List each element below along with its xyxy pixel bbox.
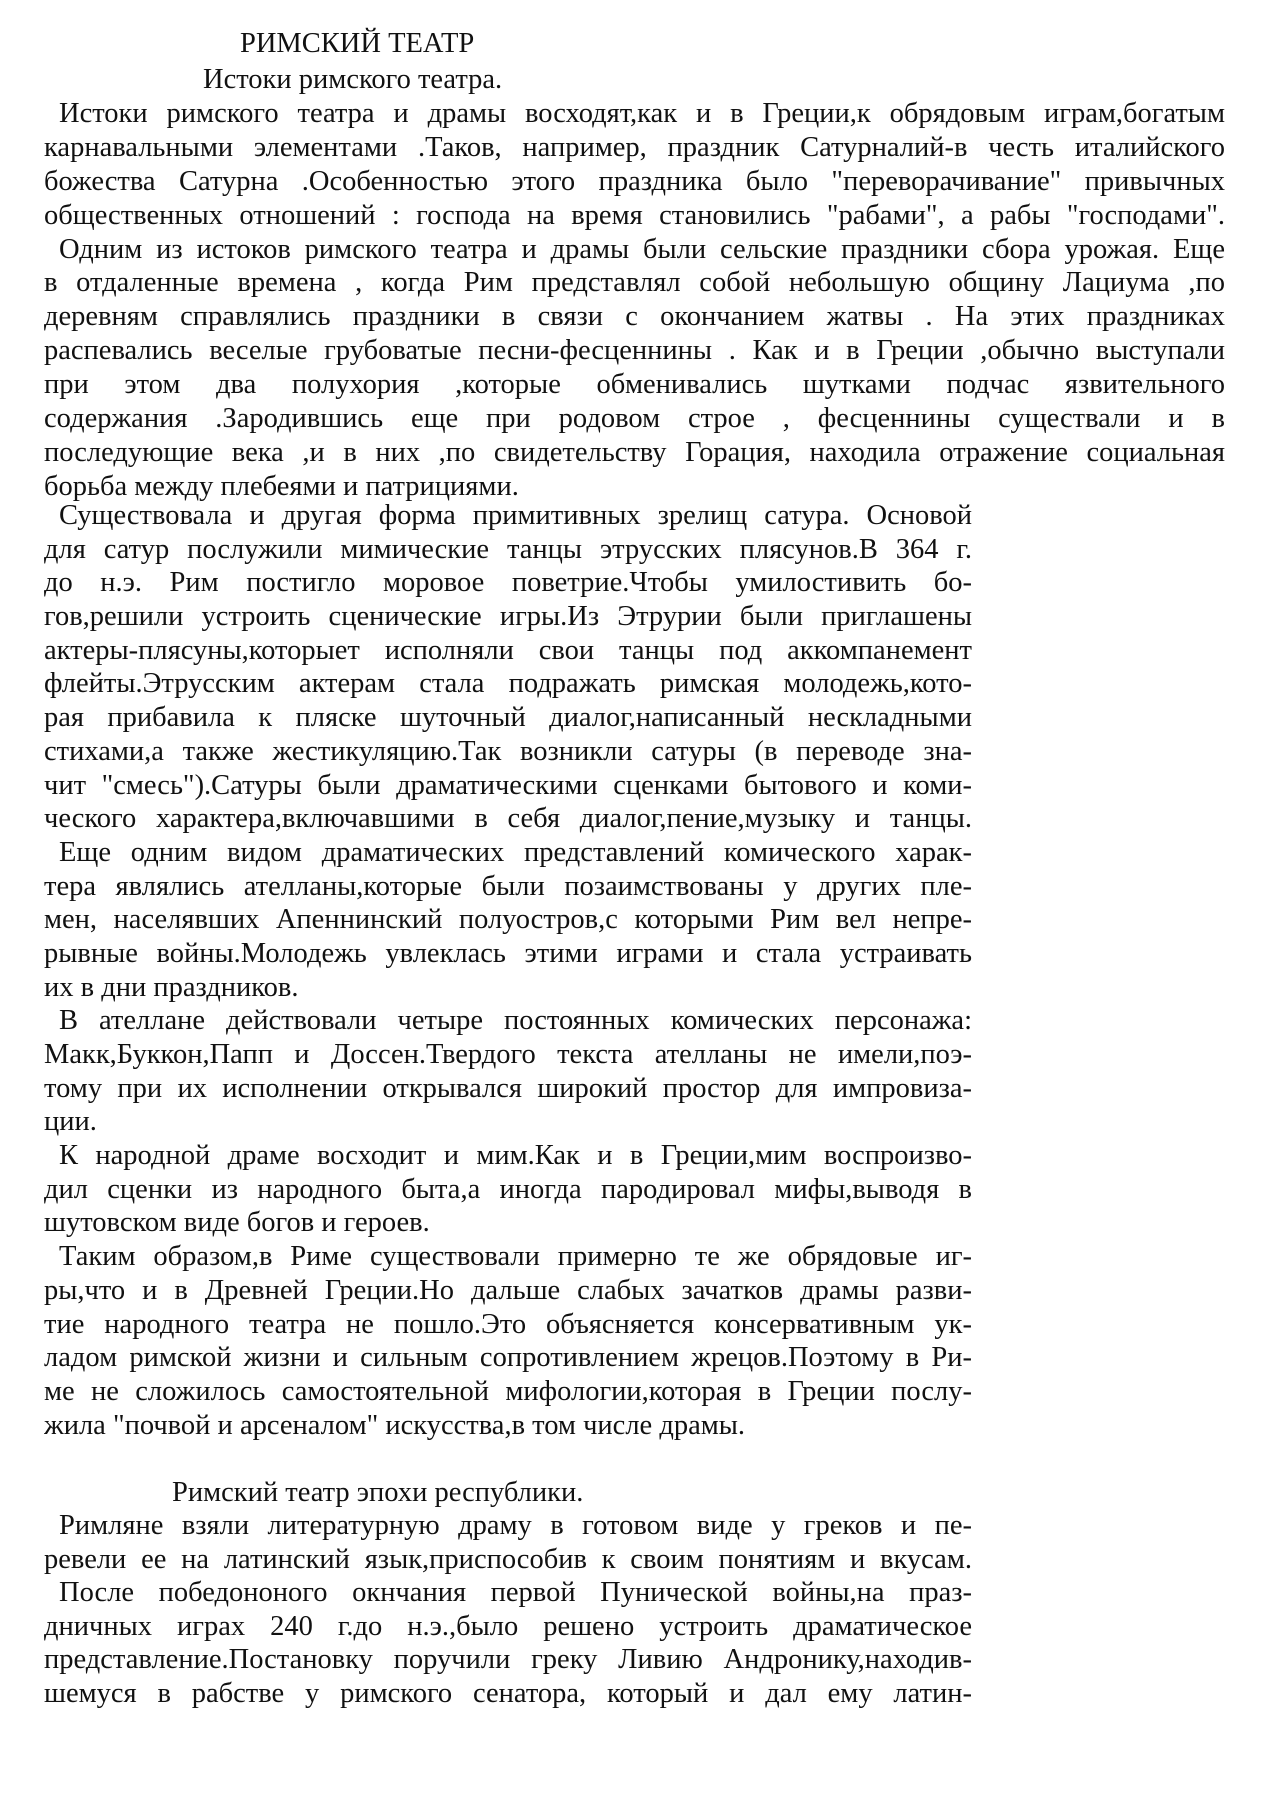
text-line: ме не сложилось самостоятельной мифологии,которая в Греции послу- <box>44 1375 972 1407</box>
text-line: карнавальными элементами .Таков, например, праздник Сатурналий-в честь италийского <box>44 131 1225 163</box>
text-line: Истоки римского театра и драмы восходят,как и в Греции,к обрядовым играм,богатым <box>59 98 1225 129</box>
text-line: ческого характера,включавшими в себя диалог,пение,музыку и танцы. <box>44 803 972 835</box>
text-line: общественных отношений : господа на время становились "рабами", а рабы "господами". <box>44 199 1225 231</box>
text-line: Существовала и другая форма примитивных зрелищ сатура. Основой <box>59 500 972 531</box>
text-line: ревели ее на латинский язык,приспособив к своим понятиям и вкусам. <box>44 1543 972 1575</box>
text-line: рая прибавила к пляске шуточный диалог,написанный нескладными <box>44 702 972 734</box>
text-line: шемуся в рабстве у римского сенатора, который и дал ему латин- <box>44 1677 972 1709</box>
text-block-narrow <box>44 499 972 1442</box>
text-line: рывные войны.Молодежь увлеклась этими играми и стала устраивать <box>44 937 972 969</box>
text-line: флейты.Этрусским актерам стала подражать римская молодежь,кото- <box>44 668 972 700</box>
text-line: до н.э. Рим постигло моровое поветрие.Чтобы умилостивить бо- <box>44 567 972 599</box>
text-line: дничных играх 240 г.до н.э.,было решено устроить драматическое <box>44 1610 972 1642</box>
text-line: Одним из истоков римского театра и драмы были сельские праздники сбора урожая. Еще <box>59 233 1225 265</box>
document-title: РИМСКИЙ ТЕАТР <box>240 28 475 59</box>
text-line: Таким образом,в Риме существовали примерно те же обрядовые иг- <box>59 1241 972 1273</box>
text-line: дил сценки из народного быта,а иногда пародировал мифы,выводя в <box>44 1173 972 1205</box>
text-line: чит "смесь").Сатуры были драматическими сценками бытового и коми- <box>44 769 972 801</box>
text-line: После победононого окнчания первой Пунической войны,на праз- <box>59 1577 972 1609</box>
text-line: распевались веселые грубоватые песни-фесценнины . Как и в Греции ,обычно выступали <box>44 335 1225 367</box>
text-line: тера являлись ателланы,которые были позаимствованы у других пле- <box>44 870 972 902</box>
text-line: Еще одним видом драматических представлений комического харак- <box>59 836 972 868</box>
text-line: для сатур послужили мимические танцы этрусских плясунов.В 364 г. <box>44 533 972 565</box>
text-line: последующие века ,и в них ,по свидетельству Горация, находила отражение социальная <box>44 436 1225 468</box>
text-line: стихами,а также жестикуляцию.Так возникли сатуры (в переводе зна- <box>44 735 972 767</box>
text-line: при этом два полухория ,которые обменивались шутками подчас язвительного <box>44 369 1225 401</box>
text-line: борьба между плебеями и патрициями. <box>44 470 519 502</box>
text-line: ладом римской жизни и сильным сопротивлением жрецов.Поэтому в Ри- <box>44 1342 972 1374</box>
text-line: тому при их исполнении открывался широкий простор для импровиза- <box>44 1072 972 1104</box>
text-line: шутовском виде богов и героев. <box>44 1207 430 1239</box>
text-line: ры,что и в Древней Греции.Но дальше слабых зачатков драмы разви- <box>44 1274 972 1306</box>
text-block-republic <box>44 1509 972 1711</box>
text-line: их в дни праздников. <box>44 971 299 1003</box>
text-line: в отдаленные времена , когда Рим представлял собой небольшую общину Лациума ,по <box>44 267 1225 299</box>
text-line: деревням справлялись праздники в связи с окончанием жатвы . На этих праздниках <box>44 301 1225 333</box>
text-line: ции. <box>44 1106 97 1138</box>
section-heading-origins: Истоки римского театра. <box>203 64 503 95</box>
text-block-wide <box>44 97 1225 504</box>
section-heading-republic: Римский театр эпохи республики. <box>172 1477 584 1508</box>
text-line: Макк,Буккон,Папп и Доссен.Твердого текста ателланы не имели,поэ- <box>44 1039 972 1070</box>
text-line: жила "почвой и арсеналом" искусства,в том числе драмы. <box>44 1409 746 1441</box>
text-line: гов,решили устроить сценические игры.Из Этрурии были приглашены <box>44 601 972 633</box>
text-line: божества Сатурна .Особенностью этого праздника было "переворачивание" привычных <box>44 165 1225 197</box>
text-line: актеры-плясуны,которыет исполняли свои танцы под аккомпанемент <box>44 634 972 666</box>
text-line: содержания .Зародившись еще при родовом строе , фесценнины существали и в <box>44 403 1225 435</box>
text-line: представление.Постановку поручили греку Ливию Андронику,находив- <box>44 1644 972 1676</box>
text-line: К народной драме восходит и мим.Как и в Греции,мим воспроизво- <box>59 1140 972 1172</box>
text-line: тие народного театра не пошло.Это объясняется консервативным ук- <box>44 1308 972 1340</box>
text-line: Римляне взяли литературную драму в готовом виде у греков и пе- <box>59 1510 972 1541</box>
text-line: мен, населявших Апеннинский полуостров,с которыми Рим вел непре- <box>44 904 972 936</box>
text-line: В ателлане действовали четыре постоянных комических персонажа: <box>59 1005 972 1037</box>
